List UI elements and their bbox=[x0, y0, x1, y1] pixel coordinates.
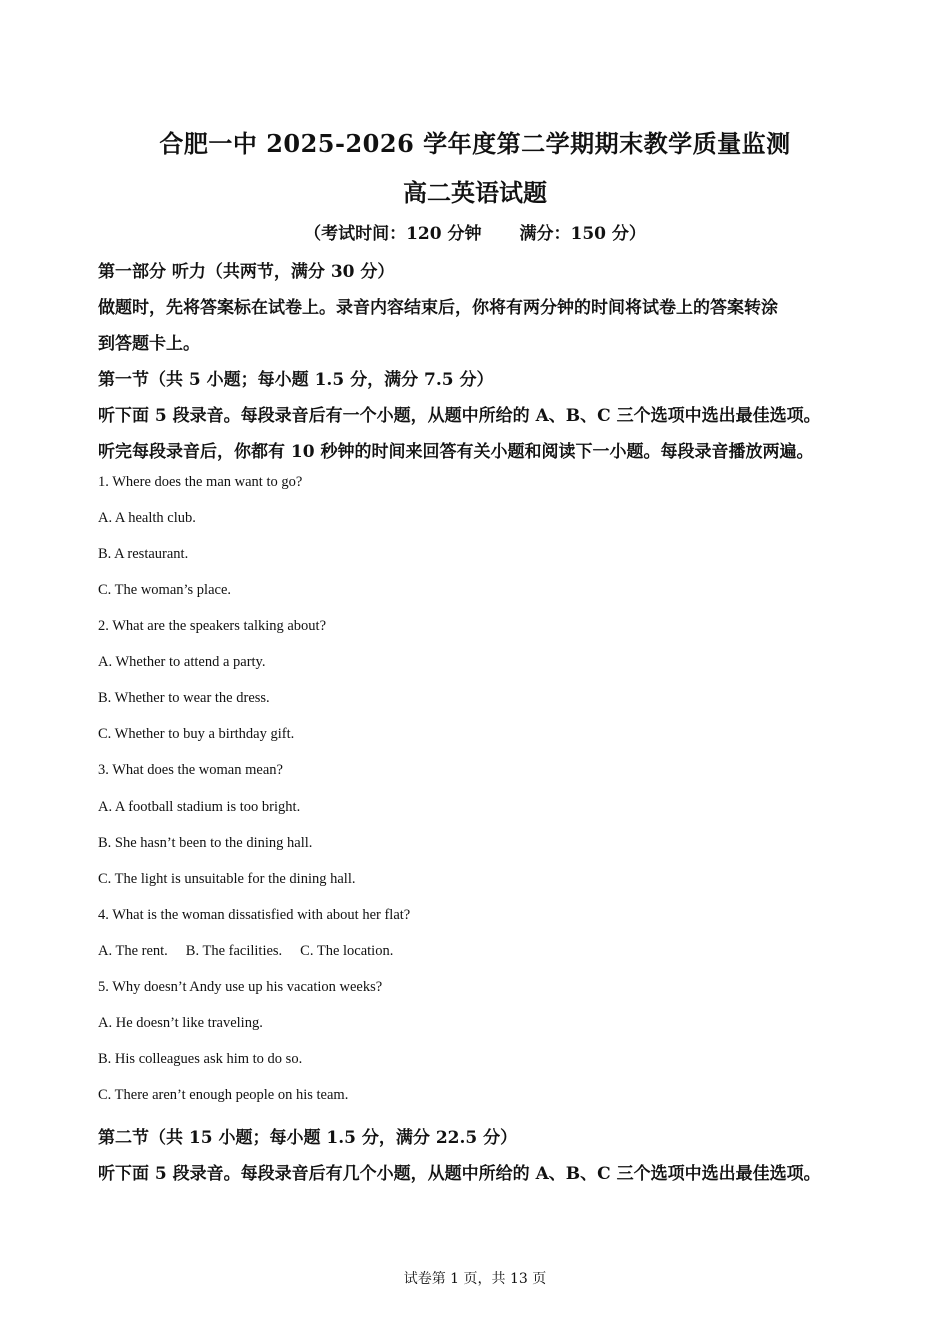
question-5-option-b: B. His colleagues ask him to do so. bbox=[98, 1051, 303, 1067]
section2-instruction-line1: 听下面 5 段录音。每段录音后有几个小题，从题中所给的 A、B、C 三个选项中选出最佳选项。 bbox=[98, 1164, 821, 1184]
question-1-option-c: C. The woman’s place. bbox=[98, 582, 232, 598]
part1-instruction-line2: 到答题卡上。 bbox=[98, 334, 200, 354]
question-1-stem: 1. Where does the man want to go? bbox=[98, 474, 303, 490]
question-2-option-c: C. Whether to buy a birthday gift. bbox=[98, 726, 295, 742]
part1-heading: 第一部分 听力（共两节，满分 30 分） bbox=[98, 262, 395, 282]
part1-instruction-line1: 做题时，先将答案标在试卷上。录音内容结束后，你将有两分钟的时间将试卷上的答案转涂 bbox=[98, 298, 778, 318]
question-2-stem: 2. What are the speakers talking about? bbox=[98, 618, 327, 634]
question-1-option-a: A. A health club. bbox=[98, 510, 196, 526]
section1-heading: 第一节（共 5 小题；每小题 1.5 分，满分 7.5 分） bbox=[98, 370, 494, 390]
question-4-stem: 4. What is the woman dissatisfied with about her flat? bbox=[98, 907, 411, 923]
question-4-option-a: A. The rent. bbox=[98, 943, 168, 959]
section2-heading: 第二节（共 15 小题；每小题 1.5 分，满分 22.5 分） bbox=[98, 1128, 518, 1148]
question-2-option-a: A. Whether to attend a party. bbox=[98, 654, 266, 670]
question-5-option-c: C. There aren’t enough people on his team. bbox=[98, 1087, 349, 1103]
exam-meta bbox=[0, 219, 950, 244]
question-3-option-b: B. She hasn’t been to the dining hall. bbox=[98, 835, 313, 851]
question-3-stem: 3. What does the woman mean? bbox=[98, 762, 283, 778]
question-4-options bbox=[98, 943, 393, 960]
question-5-stem: 5. Why doesn’t Andy use up his vacation weeks? bbox=[98, 979, 383, 995]
question-4-option-c: C. The location. bbox=[300, 943, 394, 959]
section1-instruction-line2: 听完每段录音后，你都有 10 秒钟的时间来回答有关小题和阅读下一小题。每段录音播放两遍。 bbox=[98, 442, 814, 462]
question-1-option-b: B. A restaurant. bbox=[98, 546, 189, 562]
question-3-option-c: C. The light is unsuitable for the dining hall. bbox=[98, 871, 356, 887]
full-score: 满分：150 分） bbox=[519, 224, 646, 244]
section1-instruction-line1: 听下面 5 段录音。每段录音后有一个小题，从题中所给的 A、B、C 三个选项中选出最佳选项。 bbox=[98, 406, 821, 426]
question-2-option-b: B. Whether to wear the dress. bbox=[98, 690, 270, 706]
exam-time: （考试时间：120 分钟 bbox=[304, 224, 482, 244]
question-4-option-b: B. The facilities. bbox=[185, 943, 283, 959]
exam-subtitle: 高二英语试题 bbox=[403, 178, 547, 207]
question-5-option-a: A. He doesn’t like traveling. bbox=[98, 1015, 263, 1031]
exam-title: 合肥一中 2025-2026 学年度第二学期期末教学质量监测 bbox=[159, 129, 791, 158]
question-3-option-a: A. A football stadium is too bright. bbox=[98, 799, 301, 815]
page-footer: 试卷第 1 页，共 13 页 bbox=[403, 1271, 547, 1287]
